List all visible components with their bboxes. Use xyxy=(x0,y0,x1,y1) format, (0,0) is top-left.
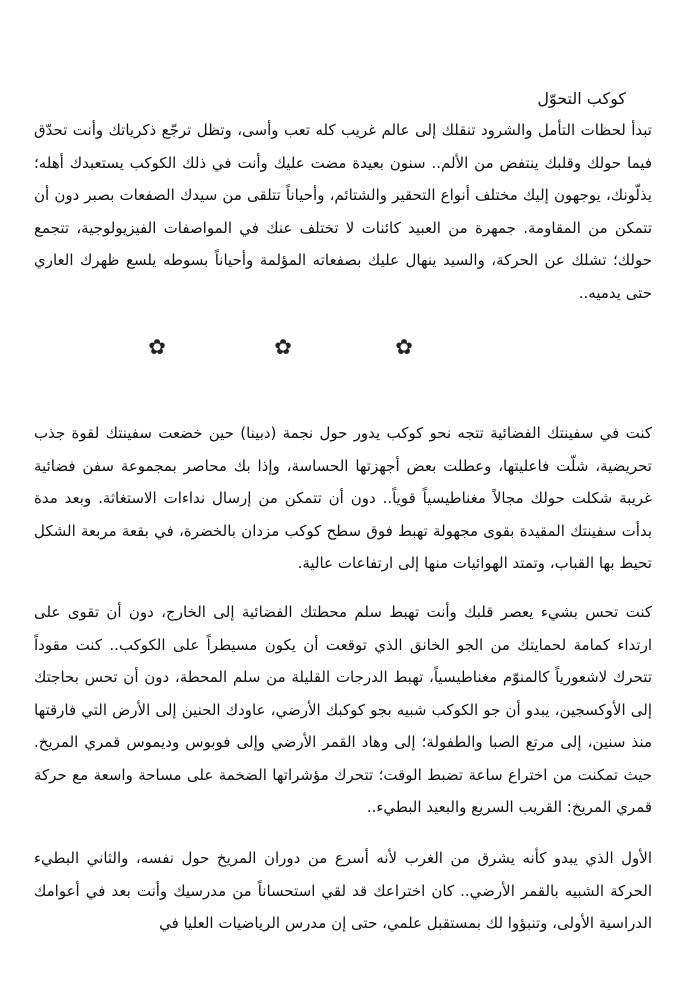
paragraph-2: كنت في سفينتك الفضائية تتجه نحو كوكب يدور حول نجمة (دبينا) حين خضعت سفينتك لقوة جذب تحريضية، شلّت فاعليتها، وعطلت بعض أجهزتها الحساسة، وإذا بك محاصر بمجموعة سفن فضائية غريبة شكلت حولك مجالاً مغناطيسياً قوياً.. دون أن تتمكن من إرسال نداءات الاستغاثة. وبعد مدة بدأت سفينتك المقيدة بقوى مجهولة تهبط فوق سطح كوكب مزدان بالخضرة، في بقعة مربعة الشكل تحيط بها القباب، وتمتد الهوائيات منها إلى ارتفاعات عالية. xyxy=(34,424,652,572)
document-title: كوكب التحوّل xyxy=(537,89,626,108)
paragraph-3: كنت تحس بشيء يعصر قلبك وأنت تهبط سلم محطتك الفضائية إلى الخارج، دون أن تقوى على ارتداء كمامة لحمايتك من الجو الخانق الذي توقعت أن يكون مسيطراً على الكوكب.. كنت مقوداً تتحرك لاشعورياً كالمنوّم مغناطيسياً، تهبط الدرجات القليلة من سلم المحطة، دون أن تحس بحاجتك إلى الأوكسجين، يبدو أن جو الكوكب شبيه بجو كوكبك الأرضي، عاودك الحنين إلى الأرض التي فارقتها منذ سنين، إلى مرتع الصبا والطفولة؛ إلى وهاد القمر الأرضي وإلى فوبوس وديموس قمري المريخ. حيث تمكنت من اختراع ساعة تضبط الوقت؛ تتحرك مؤشراتها الضخمة على مساحة واسعة مع حركة قمري المريخ: القريب السريع والبعيد البطيء.. xyxy=(34,603,652,816)
section-divider xyxy=(0,334,686,362)
flower-ornament-icon: ✿ xyxy=(395,335,413,359)
paragraph-4: الأول الذي يبدو كأنه يشرق من الغرب لأنه أسرع من دوران المريخ حول نفسه، والثاني البطيء الحركة الشبيه بالقمر الأرضي.. كان اختراعك قد لقي استحساناً من مدرسيك وأنت بعد في أعوامك الدراسية الأولى، وتنبؤوا لك بمستقبل علمي، حتى إن مدرس الرياضيات العليا في xyxy=(34,849,652,932)
paragraph-1: تبدأ لحظات التأمل والشرود تنقلك إلى عالم غريب كله تعب وأسى، وتظل ترجّع ذكرياتك وأنت تحدّق فيما حولك وقلبك ينتفض من الألم.. سنون بعيدة مضت عليك وأنت في ذلك الكوكب يستعبدك أهله؛ يذلّونك، يوجهون إليك مختلف أنواع التحقير والشتائم، وأحياناً تتلقى من سيدك الصفعات بصبر دون أن تتمكن من المقاومة. جمهرة من العبيد كائنات لا تختلف عنك في المواصفات الفيزيولوجية، تتجمع حولك؛ تشلك عن الحركة، والسيد ينهال عليك بصفعاته المؤلمة وأحياناً بسوطه يلسع ظهرك العاري حتى يدميه.. xyxy=(34,121,652,302)
flower-ornament-icon: ✿ xyxy=(274,335,292,359)
flower-ornament-icon: ✿ xyxy=(148,335,166,359)
